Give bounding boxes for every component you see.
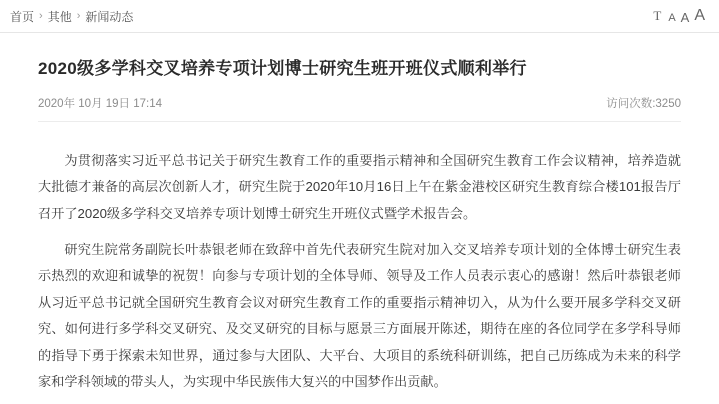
breadcrumb-separator-2: ›: [76, 10, 81, 22]
article-paragraph: 为贯彻落实习近平总书记关于研究生教育工作的重要指示精神和全国研究生教育工作会议精神，培养造就大批德才兼备的高层次创新人才，研究生院于2020年10月16日上午在紫金港校区研究生教育综合楼101报告厅召开了2020级多学科交叉培养专项计划博士研究生开班仪式暨学术报告会。: [38, 152, 681, 221]
font-size-large-button[interactable]: A: [694, 7, 705, 24]
breadcrumb-item-news[interactable]: 新闻动态: [85, 9, 134, 24]
breadcrumb-item-other[interactable]: 其他: [47, 9, 72, 24]
article-paragraph: 研究生院常务副院长叶恭银老师在致辞中首先代表研究生院对加入交叉培养专项计划的全体博士研究生表示热烈的欢迎和诚挚的祝贺！向参与专项计划的全体导师、领导及工作人员表示衷心的感谢！然后叶恭银老师从习近平总书记就全国研究生教育会议对研究生教育工作的重要指示精神切入，从为什么要开展多学科交叉研究、如何进行多学科交叉研究、及交叉研究的目标与愿景三方面展开陈述，期待在座的各位同学在多学科导师的指导下勇于探索未知世界，通过参与大团队、大平台、大项目的系统科研训练，把自己历练成为未来的科学家和学科领域的带头人，为实现中华民族伟大复兴的中国梦作出贡献。: [38, 242, 681, 390]
breadcrumb-bar: [0, 0, 719, 33]
text-size-icon: T: [653, 8, 662, 23]
article-container: [0, 57, 719, 395]
breadcrumb-item-home[interactable]: 首页: [10, 9, 35, 24]
article-body: [38, 148, 681, 396]
font-size-medium-button[interactable]: A: [680, 10, 690, 25]
breadcrumb: [10, 8, 653, 25]
article-meta: [38, 95, 681, 122]
breadcrumb-separator-1: ›: [39, 10, 43, 22]
publish-date: 2020年 10月 19日 17:14: [38, 97, 163, 110]
font-size-control: [653, 8, 705, 24]
font-size-small-button[interactable]: A: [668, 12, 676, 24]
page-title: 2020级多学科交叉培养专项计划博士研究生班开班仪式顺利举行: [38, 59, 527, 78]
view-count: 访问次数:3250: [606, 97, 681, 110]
